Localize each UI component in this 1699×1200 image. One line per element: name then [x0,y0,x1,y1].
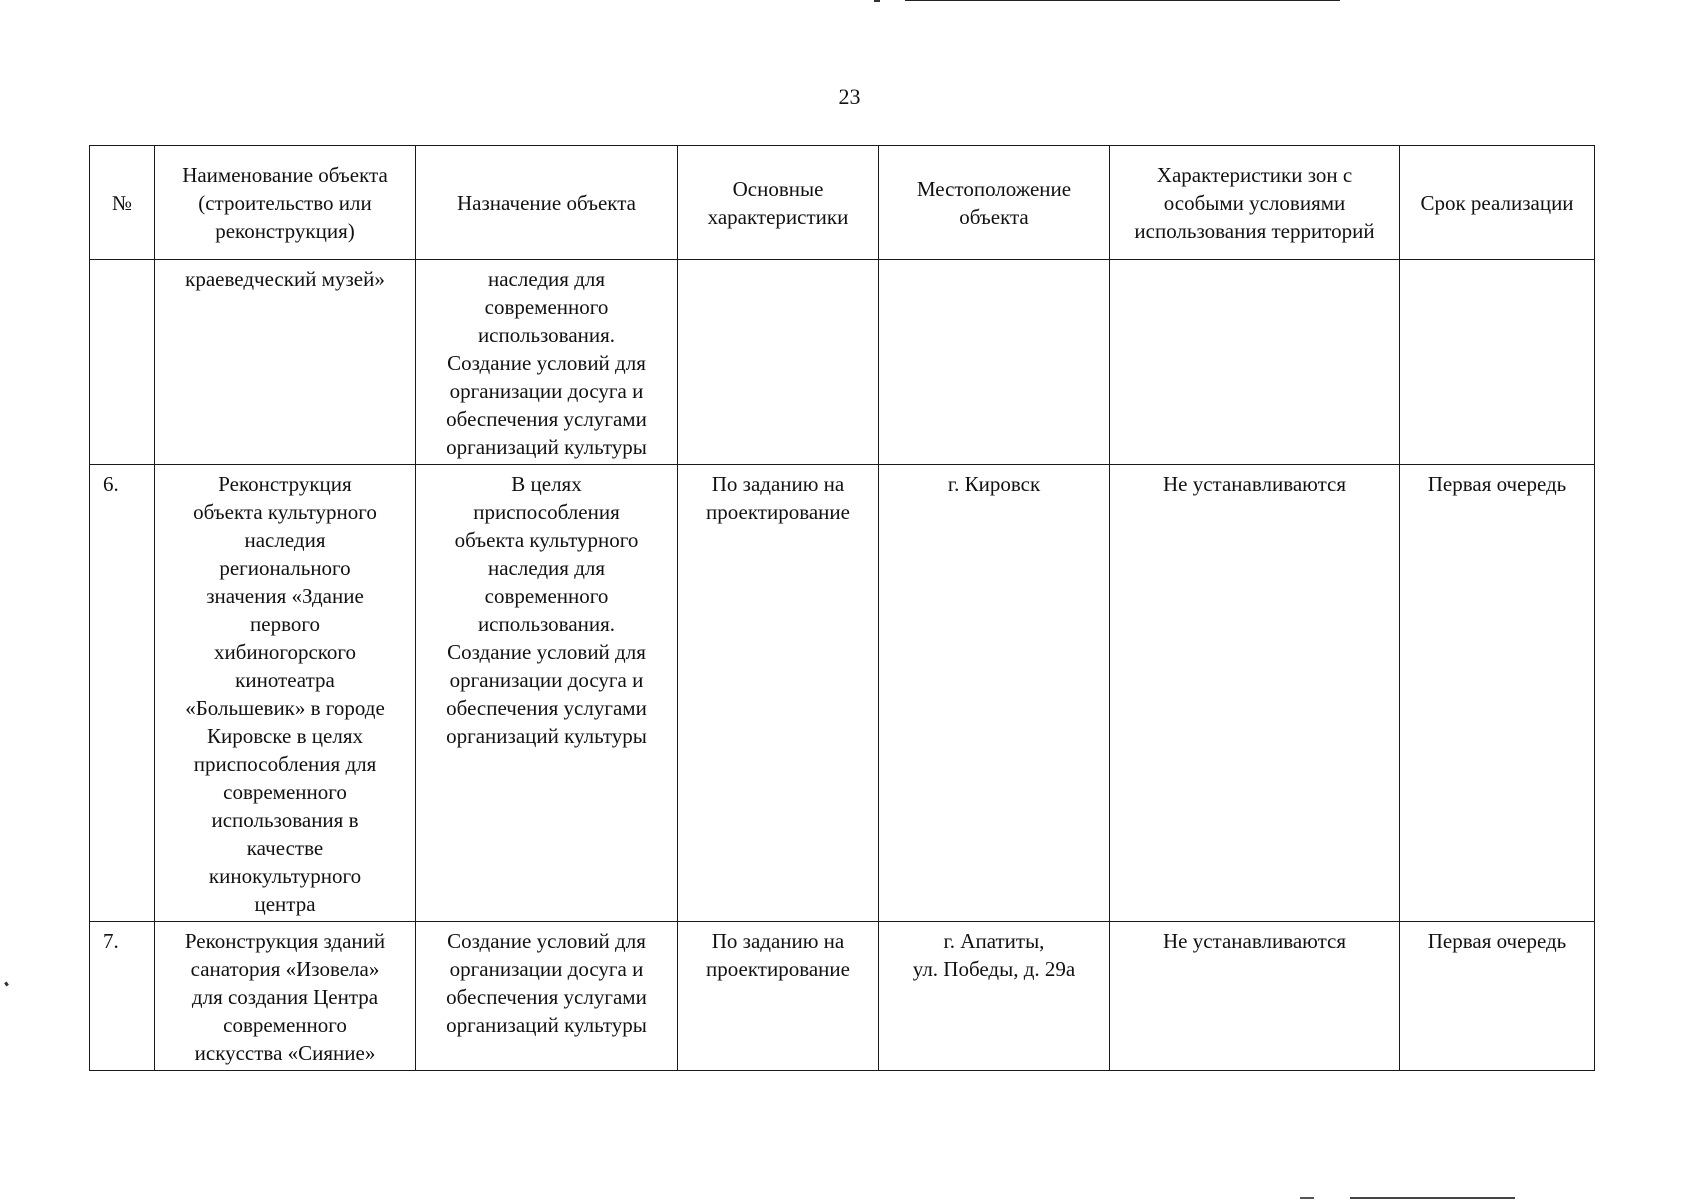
cell-line: приспособления [473,500,620,524]
cell-implementation-term [1400,260,1595,465]
cell-special-zones: Не устанавливаются [1110,465,1400,922]
cell-line: объекта культурного [193,500,377,524]
header-number: № [90,146,155,260]
cell-line: организации досуга и [449,957,644,981]
cell-line: По заданию на [711,929,845,953]
cell-implementation-term: Первая очередь [1400,922,1595,1071]
cell-line: первого [250,612,320,636]
cell-line: Создание условий для [447,929,646,953]
cell-line: По заданию на [711,472,845,496]
cell-line: кинокультурного [208,864,362,888]
cell-line: проектирование [706,500,850,524]
cell-line: современного [223,1013,347,1037]
header-implementation-term: Срок реализации [1400,146,1595,260]
cell-line: наследия [244,528,326,552]
cell-line: значения «Здание [206,584,364,608]
top-rule [905,0,1340,1]
cell-line: центра [254,892,316,916]
cell-line: наследия для [487,556,606,580]
table-body [90,260,1595,1071]
cell-line: качестве [246,836,324,860]
cell-line: организации досуга и [449,379,644,403]
cell-special-zones: Не устанавливаются [1110,922,1400,1071]
cell-line: для создания Центра [191,985,379,1009]
cell-main-characteristics [678,465,879,922]
cell-line: регионального [219,556,351,580]
cell-line: использования. [477,323,616,347]
cell-line: Реконструкция зданий [184,929,386,953]
cell-line: г. Кировск [947,472,1041,496]
cell-object-name [155,922,416,1071]
header-object-purpose: Назначение объекта [416,146,678,260]
header-object-name: Наименование объекта (строительство или реконструкция) [155,146,416,260]
cell-line: Реконструкция [218,472,352,496]
cell-object-location [879,260,1110,465]
table-row [90,260,1595,465]
cell-line: санатория «Изовела» [190,957,380,981]
scan-mark [874,0,880,2]
cell-line: г. Апатиты, [943,929,1045,953]
cell-implementation-term: Первая очередь [1400,465,1595,922]
cell-line: использования в [211,808,359,832]
cell-main-characteristics [678,922,879,1071]
cell-object-purpose [416,465,678,922]
cell-line: современного [223,780,347,804]
cell-line: обеспечения услугами [446,696,647,720]
document-table [89,145,1595,1071]
cell-line: краеведческий музей» [185,267,385,291]
page-number: 23 [838,84,861,109]
table-row [90,465,1595,922]
cell-line: Создание условий для [447,351,646,375]
cell-line: проектирование [706,957,850,981]
cell-line: Создание условий для [447,640,646,664]
cell-line: ул. Победы, д. 29а [912,957,1076,981]
header-special-zones: Характеристики зон с особыми условиями использования территорий [1110,146,1400,260]
cell-object-purpose [416,922,678,1071]
cell-line: организации досуга и [449,668,644,692]
cell-line: искусства «Сияние» [194,1041,376,1065]
cell-object-name [155,465,416,922]
table-row [90,922,1595,1071]
cell-line: объекта культурного [454,528,639,552]
cell-line: организаций культуры [446,1013,647,1037]
cell-line: использования. [477,612,616,636]
cell-line: современного [484,584,609,608]
cell-line: обеспечения услугами [446,985,647,1009]
cell-number: 7. [90,922,155,1071]
header-main-characteristics: Основные характеристики [678,146,879,260]
bottom-rule [1350,1197,1515,1199]
cell-object-location [879,465,1110,922]
header-object-location: Местоположение объекта [879,146,1110,260]
cell-number: 6. [90,465,155,922]
cell-object-purpose [416,260,678,465]
cell-line: В целях [511,472,582,496]
cell-line: наследия для [487,267,606,291]
scan-mark [4,982,9,987]
cell-special-zones [1110,260,1400,465]
cell-line: обеспечения услугами [446,407,647,431]
cell-line: организаций культуры [446,724,647,748]
cell-line: приспособления для [193,752,377,776]
table-header-row [90,146,1595,260]
scan-mark [1300,1197,1314,1199]
cell-line: современного [484,295,609,319]
cell-number [90,260,155,465]
cell-line: организаций культуры [446,435,647,459]
cell-line: Кировске в целях [207,724,363,748]
cell-line: хибиногорского [213,640,357,664]
cell-line: «Большевик» в городе [185,696,385,720]
cell-object-name [155,260,416,465]
cell-line: кинотеатра [235,668,335,692]
cell-object-location [879,922,1110,1071]
cell-main-characteristics [678,260,879,465]
